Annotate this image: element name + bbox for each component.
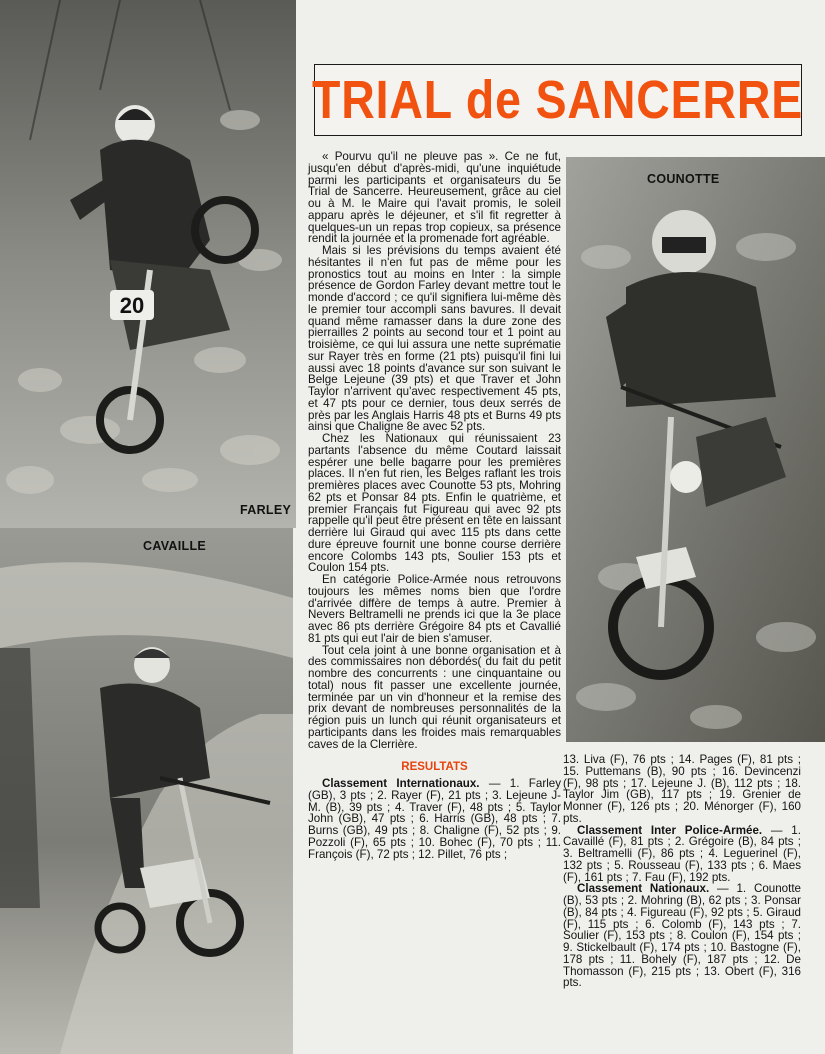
results-inter-text: — 1. Farley (GB), 3 pts ; 2. Rayer (F), 21 pts ; 3. Lejeune J-M. (B), 39 pts ; 4. Traver (F), 48 pts ; 5. Taylor John (GB), 47 pts ; 6. Harris (GB), 48 pts ; 7. Burns (GB), 49 pts ; 8. Chaligne (F), 52 pts ; 9. Pozzoli (F), 65 pts ; 10. Bohec (F), 70 pts ; 11. François (F), 72 pts ; 12. Pillet, 76 pts ; <box>308 777 562 861</box>
counotte-photo-image <box>566 157 825 742</box>
article-paragraph-4: En catégorie Police-Armée nous retrouvons toujours les mêmes noms bien que l'ordre d'arrivée diffère de temps à autre. Premier à Nevers Beltramelli ne prends ici que la 3e place avec 86 pts derrière Grégoire 84 pts et Cavallié 81 pts qui eut l'air de bien s'amuser. <box>308 573 561 645</box>
results-inter-label: Classement Internationaux. <box>322 777 480 790</box>
farley-photo-image <box>0 0 296 528</box>
farley-bib-number: 20 <box>119 293 145 318</box>
results-police-label: Classement Inter Police-Armée. <box>577 823 763 837</box>
photo-counotte <box>566 157 825 742</box>
results-column <box>563 754 801 989</box>
results-heading: RESULTATS <box>401 761 468 774</box>
photo-farley <box>0 0 296 528</box>
results-police <box>563 825 801 884</box>
results-police-text: — 1. Cavaillé (F), 81 pts ; 2. Grégoire (B), 84 pts ; 3. Beltramelli (F), 86 pts ; 4. Leguerinel (F), 132 pts ; 5. Rousseau (F), 133 pts ; 6. Maes (F), 161 pts ; 7. Fau (F), 192 pts. <box>563 823 801 884</box>
article-paragraph-3: Chez les Nationaux qui réunissaient 23 partants l'absence du même Coutard laissait espérer une belle bagarre pour les premières places. Il n'en fut rien, les Belges raflant les trois premières places avec Counotte 53 pts, Mohring 62 pts et Ponsar 84 pts. Enfin le quatrième, et premier Français fut Figureau qui avec 92 pts rappelle qu'il peut être présent en tête en laissant derrière lui Giraud qui avec 115 pts dans cette dure épreuve fournit une bonne course derrière encore Colombs 143 pts, Soulier 153 pts et Coulon 154 pts. <box>308 432 561 575</box>
results-inter-continued: 13. Liva (F), 76 pts ; 14. Pages (F), 81 pts ; 15. Puttemans (B), 90 pts ; 16. Devincenzi (F), 98 pts ; 17. Lejeune J. (B), 112 pts ; 18. Taylor Jim (GB), 117 pts ; 19. Grenier de Monner (F), 126 pts ; 20. Ménorger (F), 160 pts. <box>563 753 801 825</box>
cavaille-photo-image <box>0 528 293 1054</box>
caption-cavaille: CAVAILLE <box>143 539 207 553</box>
caption-farley: FARLEY <box>240 503 292 517</box>
page-title: TRIAL de SANCERRE <box>312 70 804 130</box>
article-column <box>308 151 561 860</box>
title-box <box>314 64 802 136</box>
results-national-label: Classement Nationaux. <box>577 882 710 896</box>
article-paragraph-2: Mais si les prévisions du temps avaient été hésitantes il n'en fut pas de même pour les pronostics tout au moins en Inter : la simple présence de Gordon Farley devant mettre tout le monde d'accord ; ce qu'il signifiera lui-même dès le premier tour accompli sans bavures. Il devait quand même ramasser dans la dure zone des pierrailles 2 points au second tour et 1 point au troisième, ce qui lui assura une nette suprématie sur Rayer très en forme (21 pts) puisqu'il fini lui aussi avec 18 points d'avance sur son suivant le Belge Lejeune (39 pts) et que Traver et John Taylor n'arrivent qu'avec respectivement 45 pts, et 47 pts pour ce dernier, tous deux serrés de près par les Anglais Harris 48 pts et Burns 49 pts ainsi que Chaligne 8e avec 52 pts. <box>308 244 561 434</box>
results-national-text: — 1. Counotte (B), 53 pts ; 2. Mohring (B), 62 pts ; 3. Ponsar (B), 84 pts ; 4. Figureau (F), 92 pts ; 5. Giraud (F), 115 pts ; 6. Colomb (F), 143 pts ; 7. Soulier (F), 153 pts ; 8. Coulon (F), 154 pts ; 9. Stickelbault (F), 174 pts ; 10. Bastogne (F), 178 pts ; 11. Bohely (F), 187 pts ; 12. De Thomasson (F), 215 pts ; 13. Obert (F), 316 pts. <box>563 882 801 990</box>
article-paragraph-5: Tout cela joint à une bonne organisation et à des commissaires non débordés( du fait du petit nombre des concurrents : une cinquantaine ou total) nous fit passer une excellente journée, terminée par un vin d'honneur et la remise des prix devant de nombreuses personnalités de la région puis un lunch qui réunit organisateurs et participants dans les froides mais remarquables caves de la Clerrière. <box>308 643 561 751</box>
results-inter <box>308 778 561 860</box>
caption-counotte: COUNOTTE <box>647 172 720 186</box>
photo-cavaille <box>0 528 293 1054</box>
results-national <box>563 883 801 989</box>
article-paragraph-1: « Pourvu qu'il ne pleuve pas ». Ce ne fut, jusqu'en début d'après-midi, qu'une inquiétude parmi les participants et organisateurs du 5e Trial de Sancerre. Heureusement, grâce au ciel ou à M. le Maire qui l'avait promis, le soleil apparu après le déjeuner, et s'il fit regretter à quelques-un un repas trop copieux, sa présence rendit la journée et la promenade fort agréable. <box>308 150 561 246</box>
